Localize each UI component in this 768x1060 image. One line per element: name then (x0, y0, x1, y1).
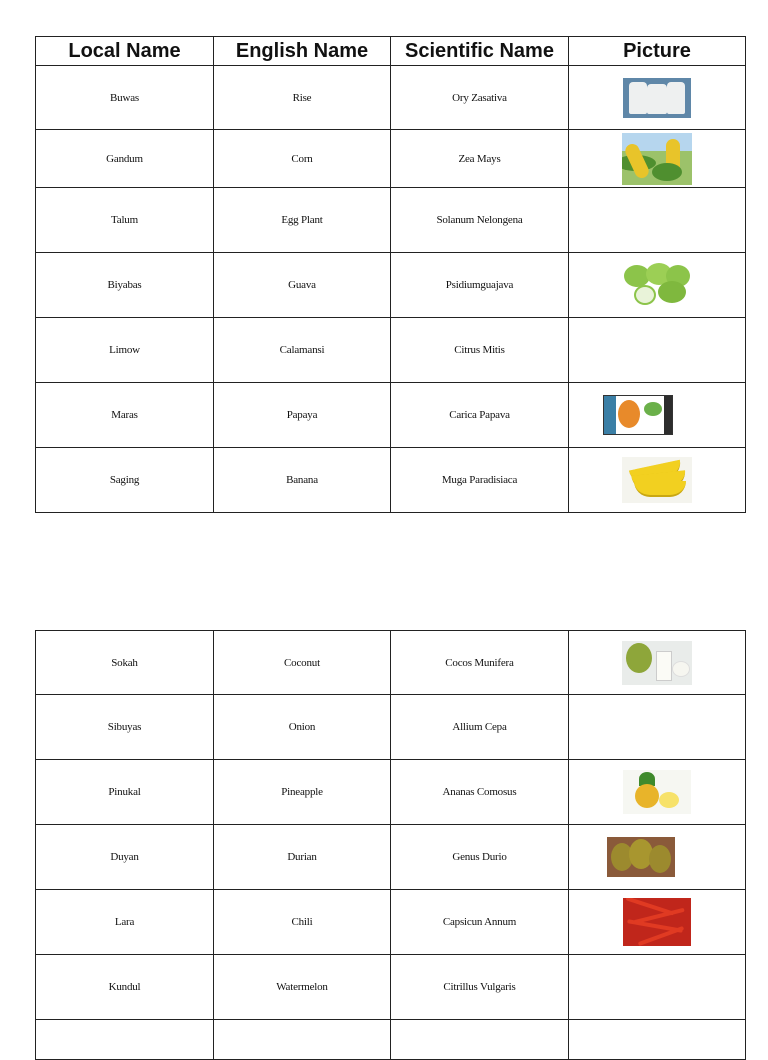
table-row (36, 66, 746, 130)
scientific-name-cell: Ananas Comosus (391, 760, 569, 825)
picture-cell (569, 631, 746, 695)
english-name-cell: Watermelon (214, 955, 391, 1020)
picture-cell (569, 253, 746, 318)
table-row (36, 188, 746, 253)
scientific-name-cell: Allium Cepa (391, 695, 569, 760)
header-row (36, 37, 746, 66)
local-name-cell: Sibuyas (36, 695, 214, 760)
scientific-name-cell: Capsicun Annum (391, 890, 569, 955)
scientific-name-cell: Genus Durio (391, 825, 569, 890)
english-name-cell: Egg Plant (214, 188, 391, 253)
english-name-cell: Papaya (214, 383, 391, 448)
english-name-cell: Guava (214, 253, 391, 318)
local-name-cell: Buwas (36, 66, 214, 130)
picture-cell (569, 66, 746, 130)
picture-cell (569, 825, 746, 890)
header-english-name: English Name (214, 37, 391, 66)
table-row-partial (36, 1020, 746, 1060)
english-name-cell: Coconut (214, 631, 391, 695)
local-name-cell: Lara (36, 890, 214, 955)
durian-photo (607, 837, 675, 877)
table-row (36, 825, 746, 890)
english-name-cell: Calamansi (214, 318, 391, 383)
scientific-name-cell: Ory Zasativa (391, 66, 569, 130)
scientific-name-cell: Carica Papava (391, 383, 569, 448)
picture-cell (569, 130, 746, 188)
local-name-cell: Sokah (36, 631, 214, 695)
scientific-name-cell: Zea Mays (391, 130, 569, 188)
header-picture: Picture (569, 37, 746, 66)
local-name-cell: Pinukal (36, 760, 214, 825)
english-name-cell: Corn (214, 130, 391, 188)
table-row (36, 955, 746, 1020)
english-name-cell: Pineapple (214, 760, 391, 825)
scientific-name-cell: Solanum Nelongena (391, 188, 569, 253)
banana-photo (622, 457, 692, 503)
table-row (36, 695, 746, 760)
picture-cell (569, 188, 746, 253)
table-row (36, 253, 746, 318)
picture-cell (569, 318, 746, 383)
picture-cell (569, 890, 746, 955)
english-name-cell: Durian (214, 825, 391, 890)
rice-sacks-photo (623, 78, 691, 118)
table-row (36, 631, 746, 695)
scientific-name-cell: Psidiumguajava (391, 253, 569, 318)
english-name-cell: Onion (214, 695, 391, 760)
header-scientific-name: Scientific Name (391, 37, 569, 66)
scientific-name-cell: Muga Paradisiaca (391, 448, 569, 513)
table-row (36, 448, 746, 513)
picture-cell (569, 760, 746, 825)
corn-photo (622, 133, 692, 185)
picture-cell (569, 695, 746, 760)
guava-photo (622, 263, 692, 307)
papaya-photo (603, 395, 673, 435)
scientific-name-cell: Citrillus Vulgaris (391, 955, 569, 1020)
table-row (36, 383, 746, 448)
table-row (36, 890, 746, 955)
table-row (36, 318, 746, 383)
local-name-cell: Duyan (36, 825, 214, 890)
pineapple-photo (623, 770, 691, 814)
header-local-name: Local Name (36, 37, 214, 66)
local-name-cell: Talum (36, 188, 214, 253)
english-name-cell: Banana (214, 448, 391, 513)
local-name-cell: Biyabas (36, 253, 214, 318)
local-name-cell: Kundul (36, 955, 214, 1020)
picture-cell (569, 955, 746, 1020)
plant-names-table-1 (35, 36, 746, 513)
chili-photo (623, 898, 691, 946)
scientific-name-cell: Cocos Munifera (391, 631, 569, 695)
local-name-cell: Maras (36, 383, 214, 448)
coconut-photo (622, 641, 692, 685)
english-name-cell: Rise (214, 66, 391, 130)
picture-cell (569, 383, 746, 448)
table-row (36, 760, 746, 825)
local-name-cell: Gandum (36, 130, 214, 188)
table-row (36, 130, 746, 188)
local-name-cell: Saging (36, 448, 214, 513)
local-name-cell: Limow (36, 318, 214, 383)
scientific-name-cell: Citrus Mitis (391, 318, 569, 383)
plant-names-table-2 (35, 630, 746, 1060)
picture-cell (569, 448, 746, 513)
english-name-cell: Chili (214, 890, 391, 955)
